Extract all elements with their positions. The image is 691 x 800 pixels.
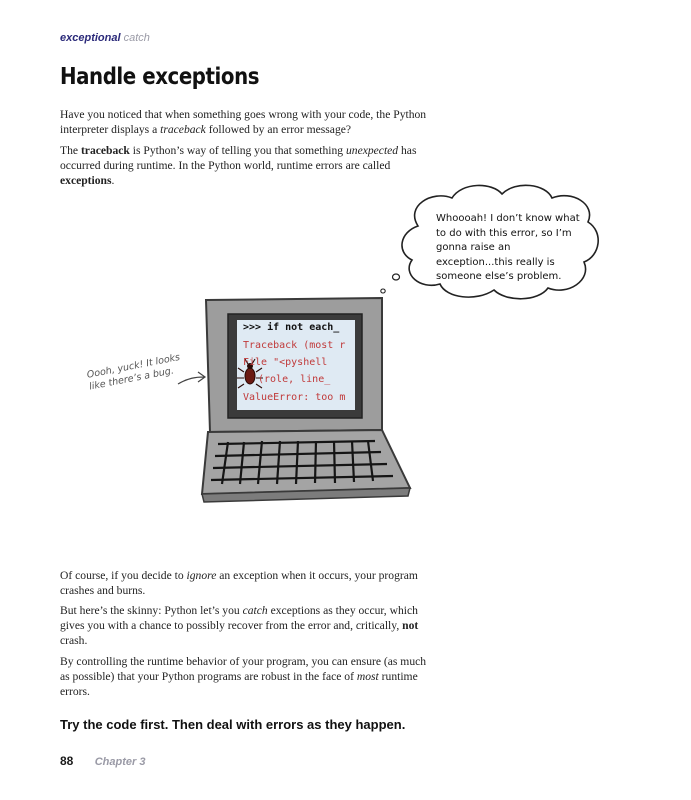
screen-code-line: Traceback (most r bbox=[243, 340, 346, 351]
emphasis-traceback: traceback bbox=[160, 123, 206, 136]
page-footer bbox=[60, 754, 145, 768]
screen-code-line: File "<pyshell bbox=[243, 357, 328, 368]
term-exceptions: exceptions bbox=[60, 174, 112, 187]
page-number: 88 bbox=[60, 754, 74, 768]
paragraph-ignore: Of course, if you decide to ignore an exception when it occurs, your program crashes and burns. bbox=[60, 569, 418, 597]
emphasis-unexpected: unexpected bbox=[345, 144, 399, 157]
paragraph-catch: But here’s the skinny: Python let’s you catch exceptions as they occur, which gives you with a chance to possibly recover from the error and, critically, not crash. bbox=[60, 604, 419, 647]
chapter-label: Chapter 3 bbox=[94, 756, 146, 768]
tagline: Try the code first. Then deal with errors as they happen. bbox=[60, 717, 406, 732]
emphasis-not: not bbox=[402, 619, 419, 632]
page-title: Handle exceptions bbox=[60, 64, 260, 90]
header-section: exceptional bbox=[60, 32, 121, 44]
term-traceback: traceback bbox=[80, 144, 130, 157]
paragraph-runtime-control: By controlling the runtime behavior of your program, you can ensure (as much as possible) that your Python programs are robust in the face of most runtime errors. bbox=[60, 655, 427, 698]
emphasis-most: most bbox=[356, 670, 379, 683]
laptop-keyboard-base bbox=[202, 430, 410, 494]
screen-code-line: >>> if not each_ bbox=[243, 322, 340, 333]
thought-bubble-dot bbox=[393, 274, 400, 280]
screen-code-line: (role, line_ bbox=[258, 374, 331, 385]
screen-code-line: ValueError: too m bbox=[243, 392, 346, 403]
bug-annotation: Oooh, yuck! It looks like there’s a bug. bbox=[86, 351, 181, 393]
header-subsection: catch bbox=[123, 32, 150, 44]
thought-bubble-dot bbox=[381, 289, 385, 293]
thought-cloud-text: Whoooah! I don’t know what to do with this error, so I’m gonna raise an exception...this really is someone else’s problem. bbox=[436, 213, 580, 283]
emphasis-ignore: ignore bbox=[186, 569, 217, 582]
paragraph-traceback-definition: The traceback is Python’s way of telling you that something unexpected has occurred during runtime. In the Python world, runtime errors are called exceptions. bbox=[60, 144, 417, 187]
paragraph-traceback-intro: Have you noticed that when something goes wrong with your code, the Python interpreter displays a traceback followed by an error message? bbox=[60, 108, 427, 136]
emphasis-catch: catch bbox=[242, 604, 268, 617]
